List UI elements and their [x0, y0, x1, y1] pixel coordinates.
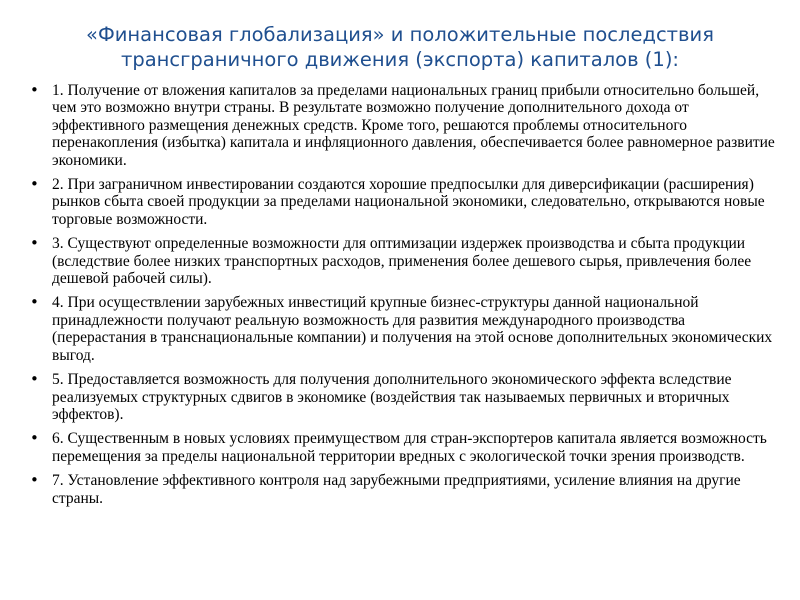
list-item-text: 2. При заграничном инвестировании создаются хорошие предпосылки для диверсификации (расширения) рынков сбыта своей продукции за пределами национальной экономики, следовательно, открываются новые торговые возможности.: [52, 176, 765, 228]
list-item: [30, 82, 780, 169]
list-item: [30, 371, 780, 423]
bullet-list: [30, 82, 780, 514]
list-item: [30, 430, 780, 465]
bullet-icon: •: [30, 429, 39, 448]
list-item: [30, 176, 780, 228]
list-item-text: 3. Существуют определенные возможности для оптимизации издержек производства и сбыта продукции (вследствие более низких транспортных расходов, применения более дешевого сырья, привлечения более дешевой рабочей силы).: [52, 235, 752, 288]
list-item-text: 7. Установление эффективного контроля над зарубежными предприятиями, усиление влияния на другие страны.: [52, 472, 741, 507]
bullet-icon: •: [30, 370, 39, 389]
bullet-icon: •: [30, 234, 39, 253]
list-item-text: 4. При осуществлении зарубежных инвестиций крупные бизнес-структуры данной национальной принадлежности получают реальную возможность для развития международного производства (перерастания в транснациональные компании) и получения на этой основе дополнительных экономических выгод.: [52, 294, 773, 364]
bullet-icon: •: [30, 175, 39, 194]
list-item: [30, 472, 780, 507]
slide-title: «Финансовая глобализация» и положительные последствия трансграничного движения (экспорта) капиталов (1):: [86, 23, 714, 71]
bullet-icon: •: [30, 471, 39, 490]
list-item: [30, 294, 780, 364]
list-item-text: 1. Получение от вложения капиталов за пределами национальных границ прибыли относительно большей, чем это возможно внутри страны. В результате возможно получение дополнительного дохода от эффективного размещения денежных средств. Кроме того, решаются проблемы относительного перенакопления (избытка) капитала и инфляционного давления, обеспечивается более равномерное развитие экономики.: [52, 82, 775, 169]
list-item-text: 6. Существенным в новых условиях преимуществом для стран-экспортеров капитала является возможность перемещения за пределы национальной территории вредных с экологической точки зрения производств.: [52, 430, 767, 465]
list-item-text: 5. Предоставляется возможность для получения дополнительного экономического эффекта вследствие реализуемых структурных сдвигов в экономике (воздействия так называемых первичных и вторичных эффектов).: [52, 371, 732, 423]
list-item: [30, 235, 780, 287]
bullet-icon: •: [30, 81, 39, 99]
bullet-icon: •: [30, 293, 39, 312]
